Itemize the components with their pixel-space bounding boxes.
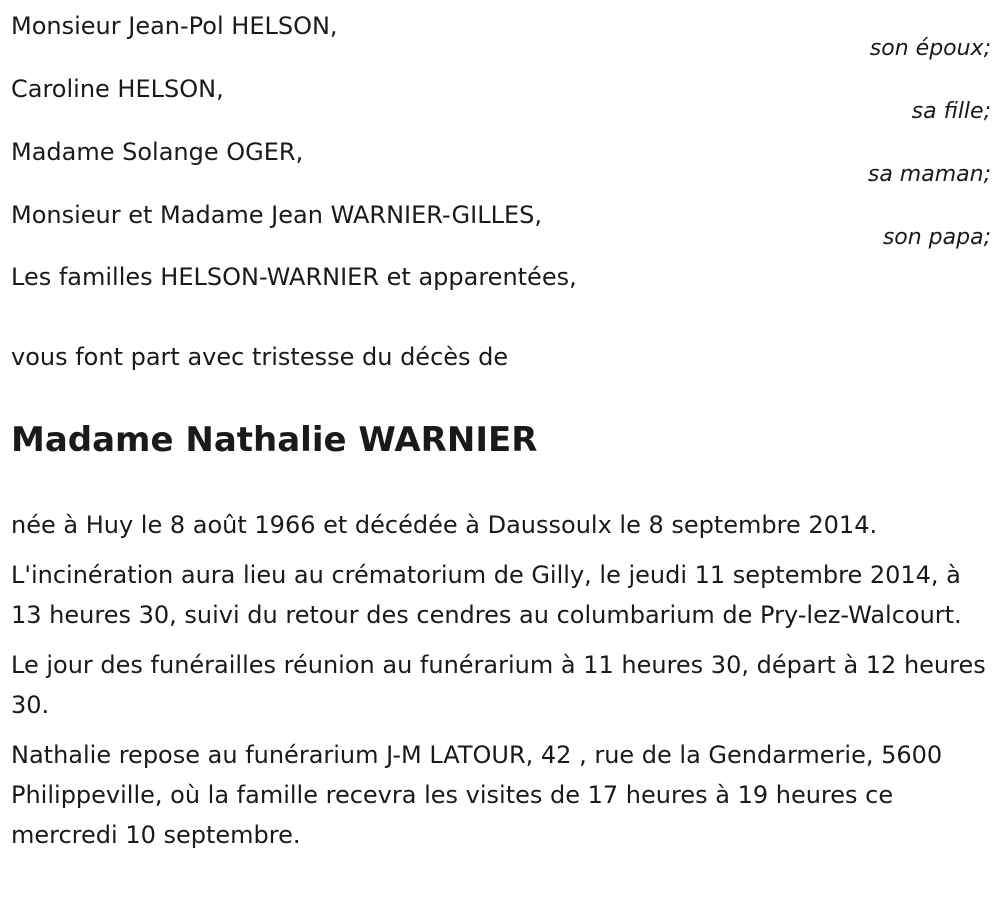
family-member-name: Madame Solange OGER,	[11, 138, 304, 166]
cremation-paragraph: L'incinération aura lieu au crématorium de Gilly, le jeudi 11 septembre 2014, à 13 heures 30, suivi du retour des cendres au columbarium de Pry-lez-Walcourt.	[11, 561, 962, 629]
family-member-relation: sa maman;	[867, 162, 991, 187]
family-member-row	[11, 189, 991, 252]
visitation-paragraph: Nathalie repose au funérarium J-M LATOUR, 42 , rue de la Gendarmerie, 5600 Philippeville, où la famille recevra les visites de 17 heures à 19 heures ce mercredi 10 septembre.	[11, 741, 943, 849]
announcement-line: vous font part avec tristesse du décès de	[11, 343, 509, 371]
family-member-name: Monsieur Jean-Pol HELSON,	[11, 12, 338, 40]
family-member-relation: son papa;	[882, 225, 991, 250]
family-member-name: Caroline HELSON,	[11, 75, 224, 103]
deceased-name: Madame Nathalie WARNIER	[11, 420, 538, 460]
funeral-gathering-paragraph: Le jour des funérailles réunion au funérarium à 11 heures 30, départ à 12 heures 30.	[11, 651, 986, 719]
family-member-relation: sa fille;	[911, 99, 991, 124]
family-member-row	[11, 0, 991, 63]
family-member-row	[11, 63, 991, 126]
family-member-name: Monsieur et Madame Jean WARNIER-GILLES,	[11, 201, 542, 229]
family-member-relation: son époux;	[869, 36, 991, 61]
obituary-notice	[11, 0, 991, 849]
birth-death-paragraph: née à Huy le 8 août 1966 et décédée à Daussoulx le 8 septembre 2014.	[11, 511, 878, 539]
family-member-row	[11, 126, 991, 189]
details-section	[11, 505, 991, 865]
extended-family-line: Les familles HELSON-WARNIER et apparentées,	[11, 263, 577, 291]
